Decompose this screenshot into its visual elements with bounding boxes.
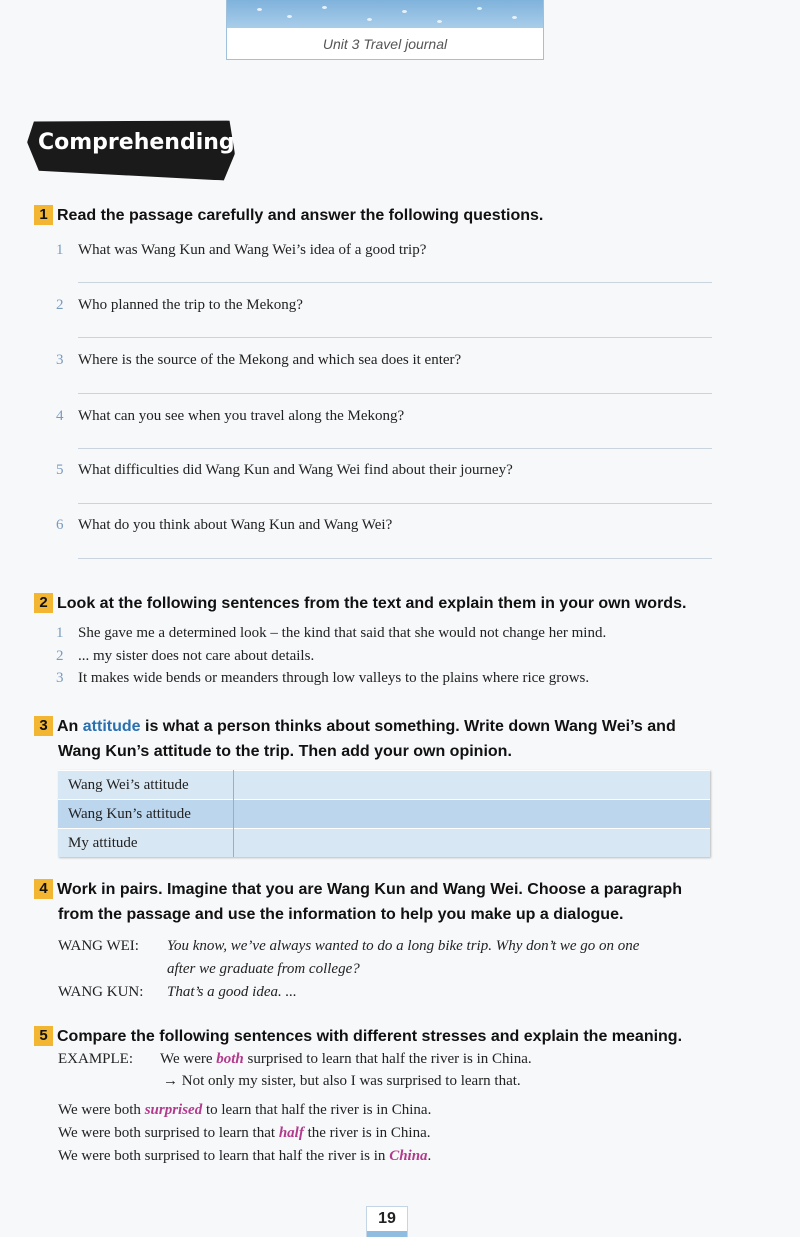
exercise-2-heading (34, 591, 686, 617)
question-5: 5 What difficulties did Wang Kun and Wang Wei find about their journey? (56, 462, 513, 478)
answer-cell[interactable] (234, 800, 711, 829)
answer-cell[interactable] (234, 771, 711, 800)
example-label: EXAMPLE: (58, 1051, 133, 1067)
sentence-2: 2 ... my sister does not care about details. (56, 648, 315, 664)
exercise-number-badge: 4 (34, 879, 53, 899)
answer-cell[interactable] (234, 829, 711, 858)
answer-line-2[interactable] (78, 337, 712, 338)
exercise-4-heading-line2: from the passage and use the information to help you make up a dialogue. (58, 906, 624, 923)
stress-sentence-2: We were both surprised to learn that half the river is in China. (58, 1125, 431, 1141)
answer-line-5[interactable] (78, 503, 712, 504)
exercise-3-heading: 3 An attitude is what a person thinks about something. Write down Wang Wei’s and (34, 714, 676, 740)
stress-sentence-1: We were both surprised to learn that half the river is in China. (58, 1102, 432, 1118)
attitude-table (58, 770, 710, 857)
answer-line-4[interactable] (78, 448, 712, 449)
answer-line-1[interactable] (78, 282, 712, 283)
question-2: 2 Who planned the trip to the Mekong? (56, 297, 303, 313)
answer-line-3[interactable] (78, 393, 712, 394)
stressed-word: both (216, 1051, 244, 1067)
stressed-word: half (278, 1125, 304, 1141)
dialogue-line: That’s a good idea. ... (167, 984, 297, 1000)
exercise-2-instruction: Look at the following sentences from the text and explain them in your own words. (57, 595, 687, 612)
sentence-1: 1 She gave me a determined look – the kind that said that she would not change her mind. (56, 625, 607, 641)
row-label: Wang Wei’s attitude (58, 771, 234, 800)
exercise-number-badge: 2 (34, 593, 53, 613)
question-4: 4 What can you see when you travel along the Mekong? (56, 408, 405, 424)
exercise-number-badge: 3 (34, 716, 53, 736)
stressed-word: surprised (144, 1102, 203, 1118)
unit-header (226, 0, 544, 60)
exercise-number-badge: 1 (34, 205, 53, 225)
dialogue-line: after we graduate from college? (167, 961, 360, 977)
exercise-3-heading-line2: Wang Kun’s attitude to the trip. Then add your own opinion. (58, 743, 512, 760)
question-3: 3 Where is the source of the Mekong and which sea does it enter? (56, 352, 462, 368)
dialogue-line: You know, we’ve always wanted to do a long bike trip. Why don’t we go on one (167, 938, 640, 954)
exercise-number-badge: 5 (34, 1026, 53, 1046)
exercise-4-heading: 4 Work in pairs. Imagine that you are Wang Kun and Wang Wei. Choose a paragraph (34, 877, 682, 903)
sentence-3: 3 It makes wide bends or meanders through low valleys to the plains where rice grows. (56, 670, 590, 686)
example-result: → Not only my sister, but also I was surprised to learn that. (163, 1073, 521, 1089)
header-water-image (227, 0, 543, 28)
row-label: Wang Kun’s attitude (58, 800, 234, 829)
question-6: 6 What do you think about Wang Kun and Wang Wei? (56, 517, 393, 533)
unit-title: Unit 3 Travel journal (322, 36, 448, 52)
stressed-word: China (389, 1148, 428, 1164)
stress-sentence-3: We were both surprised to learn that half the river is in China. (58, 1148, 432, 1164)
question-1: 1 What was Wang Kun and Wang Wei’s idea of a good trip? (56, 242, 427, 258)
example-sentence: We were both surprised to learn that half the river is in China. (160, 1051, 532, 1067)
answer-line-6[interactable] (78, 558, 712, 559)
section-banner-title: Comprehending (38, 130, 235, 155)
row-label: My attitude (58, 829, 234, 858)
exercise-1-heading (34, 203, 543, 229)
dialogue-speaker: WANG WEI: (58, 938, 139, 954)
exercise-5-heading: 5 Compare the following sentences with different stresses and explain the meaning. (34, 1024, 682, 1050)
highlighted-term: attitude (82, 718, 141, 735)
dialogue-speaker: WANG KUN: (58, 984, 144, 1000)
page-number: 19 (366, 1206, 408, 1237)
exercise-1-instruction: Read the passage carefully and answer the following questions. (57, 207, 544, 224)
